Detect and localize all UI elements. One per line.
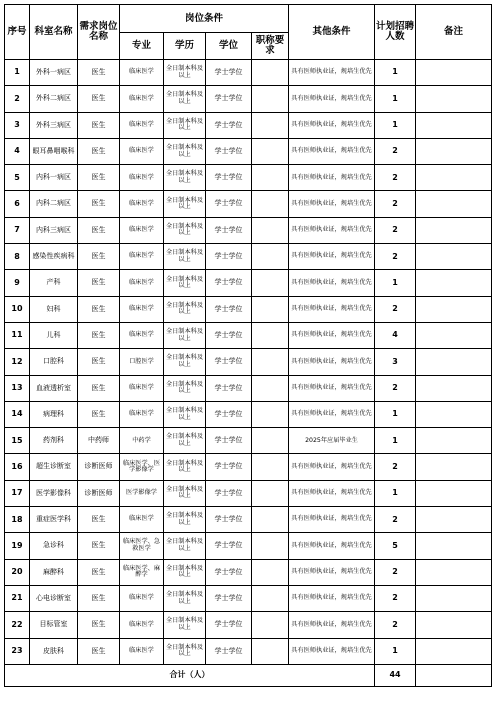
cell-degree: 学士学位 <box>206 60 252 86</box>
total-label: 合计（人） <box>5 664 375 686</box>
total-count: 44 <box>375 664 416 686</box>
cell-title-req <box>252 401 289 427</box>
cell-dept: 内科三病区 <box>30 217 78 243</box>
cell-education: 全日制本科及以上 <box>164 533 206 559</box>
table-row <box>5 401 492 427</box>
cell-other: 具有医师执业证，规培生优先 <box>289 138 375 164</box>
cell-degree: 学士学位 <box>206 480 252 506</box>
header-education: 学历 <box>164 33 206 60</box>
cell-other: 2025年应届毕业生 <box>289 428 375 454</box>
cell-post: 诊断医师 <box>78 480 120 506</box>
cell-degree: 学士学位 <box>206 585 252 611</box>
cell-remark <box>416 217 492 243</box>
table-row <box>5 296 492 322</box>
cell-other: 具有医师执业证，规培生优先 <box>289 401 375 427</box>
cell-dept: 超生诊断室 <box>30 454 78 480</box>
cell-major: 临床医学 <box>120 244 164 270</box>
cell-major: 临床医学 <box>120 60 164 86</box>
cell-title-req <box>252 507 289 533</box>
cell-dept: 眼耳鼻咽喉科 <box>30 138 78 164</box>
cell-remark <box>416 428 492 454</box>
cell-remark <box>416 533 492 559</box>
header-row-1 <box>5 5 492 33</box>
table-body <box>5 60 492 687</box>
cell-remark <box>416 612 492 638</box>
table-row <box>5 138 492 164</box>
cell-plan-count: 2 <box>375 165 416 191</box>
cell-dept: 儿科 <box>30 322 78 348</box>
cell-post: 医生 <box>78 270 120 296</box>
cell-post: 中药师 <box>78 428 120 454</box>
cell-remark <box>416 322 492 348</box>
cell-education: 全日制本科及以上 <box>164 638 206 664</box>
table-row <box>5 533 492 559</box>
cell-other: 具有医师执业证，规培生优先 <box>289 112 375 138</box>
cell-plan-count: 1 <box>375 86 416 112</box>
cell-plan-count: 2 <box>375 612 416 638</box>
cell-plan-count: 2 <box>375 454 416 480</box>
cell-seq: 12 <box>5 349 30 375</box>
header-seq: 序号 <box>5 5 30 60</box>
cell-major: 临床医学 <box>120 322 164 348</box>
header-other: 其他条件 <box>289 5 375 60</box>
cell-post: 医生 <box>78 60 120 86</box>
cell-major: 临床医学 <box>120 375 164 401</box>
cell-post: 诊断医师 <box>78 454 120 480</box>
cell-other: 具有医师执业证，规培生优先 <box>289 612 375 638</box>
cell-major: 口腔医学 <box>120 349 164 375</box>
cell-post: 医生 <box>78 86 120 112</box>
cell-degree: 学士学位 <box>206 454 252 480</box>
cell-major: 临床医学 <box>120 86 164 112</box>
cell-title-req <box>252 165 289 191</box>
cell-title-req <box>252 138 289 164</box>
cell-education: 全日制本科及以上 <box>164 112 206 138</box>
cell-title-req <box>252 454 289 480</box>
cell-education: 全日制本科及以上 <box>164 322 206 348</box>
cell-dept: 急诊科 <box>30 533 78 559</box>
cell-education: 全日制本科及以上 <box>164 401 206 427</box>
header-post: 需求岗位名称 <box>78 5 120 60</box>
table-row <box>5 165 492 191</box>
cell-other: 具有医师执业证，规培生优先 <box>289 165 375 191</box>
cell-post: 医生 <box>78 165 120 191</box>
cell-major: 临床医学 <box>120 138 164 164</box>
cell-remark <box>416 112 492 138</box>
table-row <box>5 638 492 664</box>
table-row <box>5 244 492 270</box>
cell-post: 医生 <box>78 638 120 664</box>
cell-dept: 外科一病区 <box>30 60 78 86</box>
cell-post: 医生 <box>78 533 120 559</box>
cell-dept: 血液透析室 <box>30 375 78 401</box>
cell-post: 医生 <box>78 375 120 401</box>
cell-dept: 内科一病区 <box>30 165 78 191</box>
cell-title-req <box>252 612 289 638</box>
cell-plan-count: 2 <box>375 217 416 243</box>
cell-degree: 学士学位 <box>206 428 252 454</box>
cell-degree: 学士学位 <box>206 638 252 664</box>
cell-other: 具有医师执业证，规培生优先 <box>289 480 375 506</box>
cell-major: 临床医学 <box>120 507 164 533</box>
cell-post: 医生 <box>78 401 120 427</box>
cell-plan-count: 2 <box>375 244 416 270</box>
cell-other: 具有医师执业证，规培生优先 <box>289 349 375 375</box>
cell-major: 临床医学、急救医学 <box>120 533 164 559</box>
cell-title-req <box>252 191 289 217</box>
cell-plan-count: 2 <box>375 191 416 217</box>
cell-other: 具有医师执业证，规培生优先 <box>289 86 375 112</box>
cell-degree: 学士学位 <box>206 165 252 191</box>
cell-dept: 口腔科 <box>30 349 78 375</box>
cell-dept: 药剂科 <box>30 428 78 454</box>
cell-seq: 8 <box>5 244 30 270</box>
cell-remark <box>416 191 492 217</box>
cell-dept: 外科三病区 <box>30 112 78 138</box>
cell-plan-count: 1 <box>375 60 416 86</box>
cell-plan-count: 1 <box>375 112 416 138</box>
cell-other: 具有医师执业证，规培生优先 <box>289 454 375 480</box>
cell-degree: 学士学位 <box>206 375 252 401</box>
cell-seq: 16 <box>5 454 30 480</box>
table-row <box>5 480 492 506</box>
table-row <box>5 86 492 112</box>
cell-other: 具有医师执业证，规培生优先 <box>289 375 375 401</box>
cell-seq: 13 <box>5 375 30 401</box>
cell-education: 全日制本科及以上 <box>164 270 206 296</box>
cell-seq: 2 <box>5 86 30 112</box>
header-title-req: 职称要求 <box>252 33 289 60</box>
cell-education: 全日制本科及以上 <box>164 375 206 401</box>
cell-remark <box>416 454 492 480</box>
recruitment-table <box>4 4 492 687</box>
cell-post: 医生 <box>78 559 120 585</box>
cell-post: 医生 <box>78 217 120 243</box>
cell-remark <box>416 638 492 664</box>
cell-seq: 10 <box>5 296 30 322</box>
cell-seq: 17 <box>5 480 30 506</box>
cell-other: 具有医师执业证，规培生优先 <box>289 270 375 296</box>
cell-plan-count: 1 <box>375 270 416 296</box>
cell-title-req <box>252 217 289 243</box>
cell-degree: 学士学位 <box>206 507 252 533</box>
cell-major: 临床医学、麻醉学 <box>120 559 164 585</box>
header-conditions: 岗位条件 <box>120 5 289 33</box>
cell-post: 医生 <box>78 612 120 638</box>
cell-post: 医生 <box>78 296 120 322</box>
cell-major: 临床医学 <box>120 112 164 138</box>
cell-major: 临床医学 <box>120 585 164 611</box>
cell-education: 全日制本科及以上 <box>164 612 206 638</box>
cell-remark <box>416 296 492 322</box>
cell-plan-count: 5 <box>375 533 416 559</box>
header-major: 专业 <box>120 33 164 60</box>
cell-degree: 学士学位 <box>206 217 252 243</box>
cell-dept: 产科 <box>30 270 78 296</box>
cell-other: 具有医师执业证，规培生优先 <box>289 507 375 533</box>
table-row <box>5 270 492 296</box>
cell-dept: 重症医学科 <box>30 507 78 533</box>
cell-other: 具有医师执业证，规培生优先 <box>289 191 375 217</box>
table-row <box>5 60 492 86</box>
cell-plan-count: 2 <box>375 585 416 611</box>
cell-other: 具有医师执业证，规培生优先 <box>289 559 375 585</box>
cell-title-req <box>252 533 289 559</box>
cell-remark <box>416 86 492 112</box>
cell-plan-count: 1 <box>375 480 416 506</box>
cell-degree: 学士学位 <box>206 270 252 296</box>
cell-dept: 麻醉科 <box>30 559 78 585</box>
cell-education: 全日制本科及以上 <box>164 349 206 375</box>
cell-title-req <box>252 480 289 506</box>
cell-title-req <box>252 322 289 348</box>
cell-degree: 学士学位 <box>206 138 252 164</box>
table-row <box>5 217 492 243</box>
cell-education: 全日制本科及以上 <box>164 191 206 217</box>
cell-education: 全日制本科及以上 <box>164 585 206 611</box>
cell-remark <box>416 270 492 296</box>
cell-plan-count: 2 <box>375 559 416 585</box>
cell-seq: 20 <box>5 559 30 585</box>
cell-dept: 病理科 <box>30 401 78 427</box>
cell-plan-count: 2 <box>375 138 416 164</box>
header-remark: 备注 <box>416 5 492 60</box>
cell-degree: 学士学位 <box>206 322 252 348</box>
cell-title-req <box>252 375 289 401</box>
cell-remark <box>416 507 492 533</box>
cell-seq: 22 <box>5 612 30 638</box>
cell-plan-count: 2 <box>375 296 416 322</box>
cell-major: 临床医学 <box>120 638 164 664</box>
cell-seq: 18 <box>5 507 30 533</box>
cell-seq: 21 <box>5 585 30 611</box>
cell-education: 全日制本科及以上 <box>164 244 206 270</box>
cell-post: 医生 <box>78 191 120 217</box>
cell-title-req <box>252 60 289 86</box>
cell-plan-count: 1 <box>375 401 416 427</box>
cell-major: 医学影像学 <box>120 480 164 506</box>
cell-other: 具有医师执业证，规培生优先 <box>289 533 375 559</box>
cell-remark <box>416 375 492 401</box>
cell-plan-count: 2 <box>375 375 416 401</box>
cell-degree: 学士学位 <box>206 296 252 322</box>
cell-title-req <box>252 638 289 664</box>
cell-remark <box>416 60 492 86</box>
cell-major: 中药学 <box>120 428 164 454</box>
cell-remark <box>416 480 492 506</box>
cell-dept: 外科二病区 <box>30 86 78 112</box>
cell-dept: 皮肤科 <box>30 638 78 664</box>
cell-title-req <box>252 585 289 611</box>
cell-dept: 内科二病区 <box>30 191 78 217</box>
total-row <box>5 664 492 686</box>
cell-degree: 学士学位 <box>206 86 252 112</box>
cell-title-req <box>252 559 289 585</box>
cell-seq: 11 <box>5 322 30 348</box>
table-row <box>5 507 492 533</box>
cell-major: 临床医学 <box>120 612 164 638</box>
cell-seq: 15 <box>5 428 30 454</box>
cell-post: 医生 <box>78 322 120 348</box>
cell-post: 医生 <box>78 138 120 164</box>
cell-education: 全日制本科及以上 <box>164 507 206 533</box>
cell-remark <box>416 244 492 270</box>
cell-major: 临床医学 <box>120 165 164 191</box>
cell-title-req <box>252 112 289 138</box>
cell-dept: 感染性疾病科 <box>30 244 78 270</box>
table-row <box>5 375 492 401</box>
cell-major: 临床医学 <box>120 217 164 243</box>
cell-education: 全日制本科及以上 <box>164 559 206 585</box>
cell-dept: 医学影像科 <box>30 480 78 506</box>
table-row <box>5 454 492 480</box>
cell-seq: 5 <box>5 165 30 191</box>
cell-degree: 学士学位 <box>206 349 252 375</box>
cell-education: 全日制本科及以上 <box>164 454 206 480</box>
cell-seq: 7 <box>5 217 30 243</box>
table-row <box>5 322 492 348</box>
cell-education: 全日制本科及以上 <box>164 86 206 112</box>
header-plan: 计划招聘人数 <box>375 5 416 60</box>
cell-remark <box>416 585 492 611</box>
cell-education: 全日制本科及以上 <box>164 217 206 243</box>
cell-post: 医生 <box>78 112 120 138</box>
cell-title-req <box>252 296 289 322</box>
cell-seq: 3 <box>5 112 30 138</box>
cell-seq: 4 <box>5 138 30 164</box>
cell-remark <box>416 349 492 375</box>
table-row <box>5 191 492 217</box>
cell-remark <box>416 559 492 585</box>
cell-education: 全日制本科及以上 <box>164 60 206 86</box>
cell-major: 临床医学 <box>120 401 164 427</box>
cell-seq: 23 <box>5 638 30 664</box>
cell-remark <box>416 138 492 164</box>
cell-remark <box>416 165 492 191</box>
cell-other: 具有医师执业证，规培生优先 <box>289 217 375 243</box>
cell-title-req <box>252 270 289 296</box>
cell-other: 具有医师执业证，规培生优先 <box>289 638 375 664</box>
cell-other: 具有医师执业证，规培生优先 <box>289 60 375 86</box>
cell-title-req <box>252 428 289 454</box>
cell-degree: 学士学位 <box>206 112 252 138</box>
cell-seq: 6 <box>5 191 30 217</box>
cell-other: 具有医师执业证，规培生优先 <box>289 322 375 348</box>
cell-seq: 14 <box>5 401 30 427</box>
cell-plan-count: 1 <box>375 638 416 664</box>
cell-post: 医生 <box>78 507 120 533</box>
cell-education: 全日制本科及以上 <box>164 296 206 322</box>
table-row <box>5 585 492 611</box>
cell-other: 具有医师执业证，规培生优先 <box>289 585 375 611</box>
cell-title-req <box>252 86 289 112</box>
table-row <box>5 349 492 375</box>
total-remark <box>416 664 492 686</box>
header-degree: 学位 <box>206 33 252 60</box>
cell-major: 临床医学 <box>120 191 164 217</box>
cell-title-req <box>252 349 289 375</box>
table-row <box>5 559 492 585</box>
cell-degree: 学士学位 <box>206 191 252 217</box>
cell-education: 全日制本科及以上 <box>164 165 206 191</box>
cell-education: 全日制本科及以上 <box>164 480 206 506</box>
cell-seq: 9 <box>5 270 30 296</box>
table-row <box>5 112 492 138</box>
cell-degree: 学士学位 <box>206 401 252 427</box>
cell-dept: 妇科 <box>30 296 78 322</box>
cell-degree: 学士学位 <box>206 612 252 638</box>
cell-degree: 学士学位 <box>206 244 252 270</box>
cell-post: 医生 <box>78 244 120 270</box>
cell-other: 具有医师执业证，规培生优先 <box>289 296 375 322</box>
cell-other: 具有医师执业证，规培生优先 <box>289 244 375 270</box>
cell-seq: 1 <box>5 60 30 86</box>
recruitment-table-container <box>4 4 492 687</box>
cell-dept: 目标管室 <box>30 612 78 638</box>
cell-plan-count: 1 <box>375 428 416 454</box>
cell-education: 全日制本科及以上 <box>164 428 206 454</box>
table-row <box>5 428 492 454</box>
cell-dept: 心电诊断室 <box>30 585 78 611</box>
cell-plan-count: 4 <box>375 322 416 348</box>
cell-post: 医生 <box>78 349 120 375</box>
table-row <box>5 612 492 638</box>
cell-seq: 19 <box>5 533 30 559</box>
cell-degree: 学士学位 <box>206 559 252 585</box>
cell-post: 医生 <box>78 585 120 611</box>
cell-major: 临床医学、医学影像学 <box>120 454 164 480</box>
cell-major: 临床医学 <box>120 296 164 322</box>
cell-major: 临床医学 <box>120 270 164 296</box>
cell-remark <box>416 401 492 427</box>
cell-plan-count: 3 <box>375 349 416 375</box>
cell-title-req <box>252 244 289 270</box>
header-dept: 科室名称 <box>30 5 78 60</box>
cell-plan-count: 2 <box>375 507 416 533</box>
cell-education: 全日制本科及以上 <box>164 138 206 164</box>
cell-degree: 学士学位 <box>206 533 252 559</box>
